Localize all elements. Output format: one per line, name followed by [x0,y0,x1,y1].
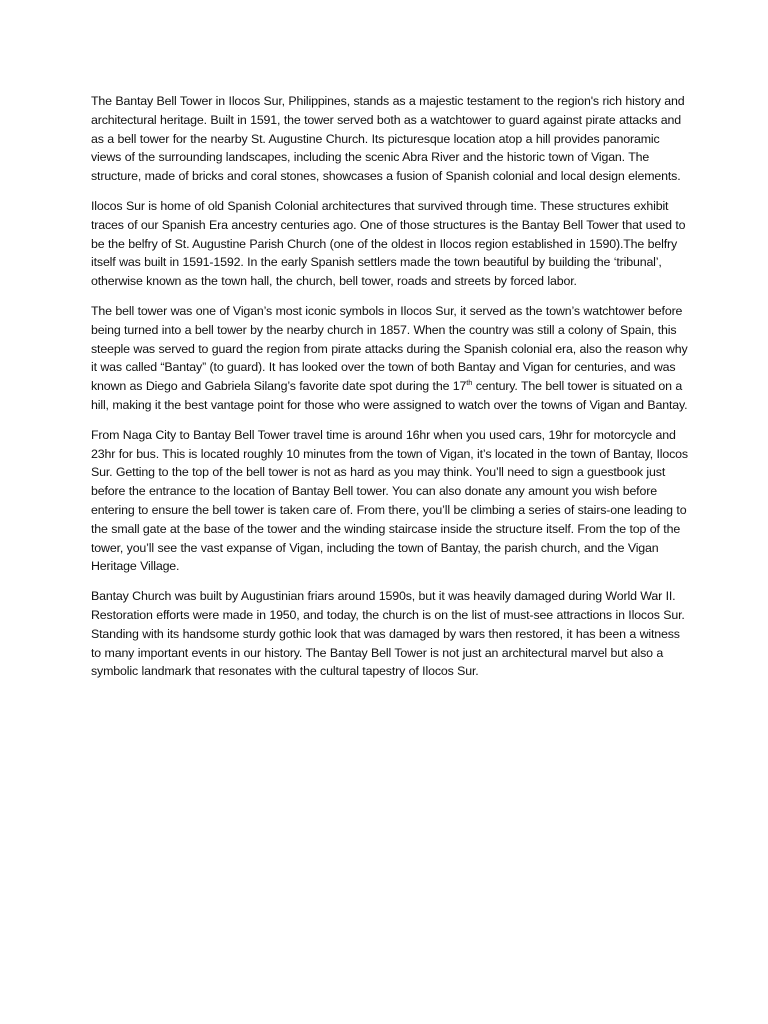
paragraph-3-text-after: century. The bell tower is situated on a hill, making it the best vantage point for those who were assigned to watch over the towns of Vigan and Bantay. [91,379,688,412]
document-body [91,92,691,692]
paragraph-3-text-before: The bell tower was one of Vigan’s most iconic symbols in Ilocos Sur, it served as the town’s watchtower before being turned into a bell tower by the nearby church in 1857. When the country was still a colony of Spain, this steeple was served to guard the region from pirate attacks during the Spanish colonial era, also the reason why it was called “Bantay” (to guard). It has looked over the town of both Bantay and Vigan for centuries, and was known as Diego and Gabriela Silang’s favorite date spot during the 17 [91,303,688,394]
paragraph-5: Bantay Church was built by Augustinian friars around 1590s, but it was heavily damaged during World War II. Restoration efforts were made in 1950, and today, the church is on the list of must-see attractions in Ilocos Sur. Standing with its handsome sturdy gothic look that was damaged by wars then restored, it has been a witness to many important events in our history. The Bantay Bell Tower is not just an architectural marvel but also a symbolic landmark that resonates with the cultural tapestry of Ilocos Sur. [91,589,685,679]
paragraph-4: From Naga City to Bantay Bell Tower travel time is around 16hr when you used cars, 19hr for motorcycle and 23hr for bus. This is located roughly 10 minutes from the town of Vigan, it’s located in the town of Bantay, Ilocos Sur. Getting to the top of the bell tower is not as hard as you may think. You’ll need to sign a guestbook just before the entrance to the location of Bantay Bell tower. You can also donate any amount you wish before entering to ensure the bell tower is taken care of. From there, you’ll be climbing a series of stairs-one leading to the small gate at the base of the tower and the winding staircase inside the structure itself. From the top of the tower, you’ll see the vast expanse of Vigan, including the town of Bantay, the parish church, and the Vigan Heritage Village. [91,427,688,574]
paragraph-2: Ilocos Sur is home of old Spanish Colonial architectures that survived through time. These structures exhibit traces of our Spanish Era ancestry centuries ago. One of those structures is the Bantay Bell Tower that used to be the belfry of St. Augustine Parish Church (one of the oldest in Ilocos region established in 1590).The belfry itself was built in 1591-1592. In the early Spanish settlers made the town beautiful by building the ‘tribunal’, otherwise known as the town hall, the church, bell tower, roads and streets by forced labor. [91,198,686,289]
superscript-ordinal: th [466,378,473,388]
paragraph-1: The Bantay Bell Tower in Ilocos Sur, Philippines, stands as a majestic testament to the region's rich history and architectural heritage. Built in 1591, the tower served both as a watchtower to guard against pirate attacks and as a bell tower for the nearby St. Augustine Church. Its picturesque location atop a hill provides panoramic views of the surrounding landscapes, including the scenic Abra River and the historic town of Vigan. The structure, made of bricks and coral stones, showcases a fusion of Spanish colonial and local design elements. [91,94,685,184]
paragraph-3 [91,302,691,415]
